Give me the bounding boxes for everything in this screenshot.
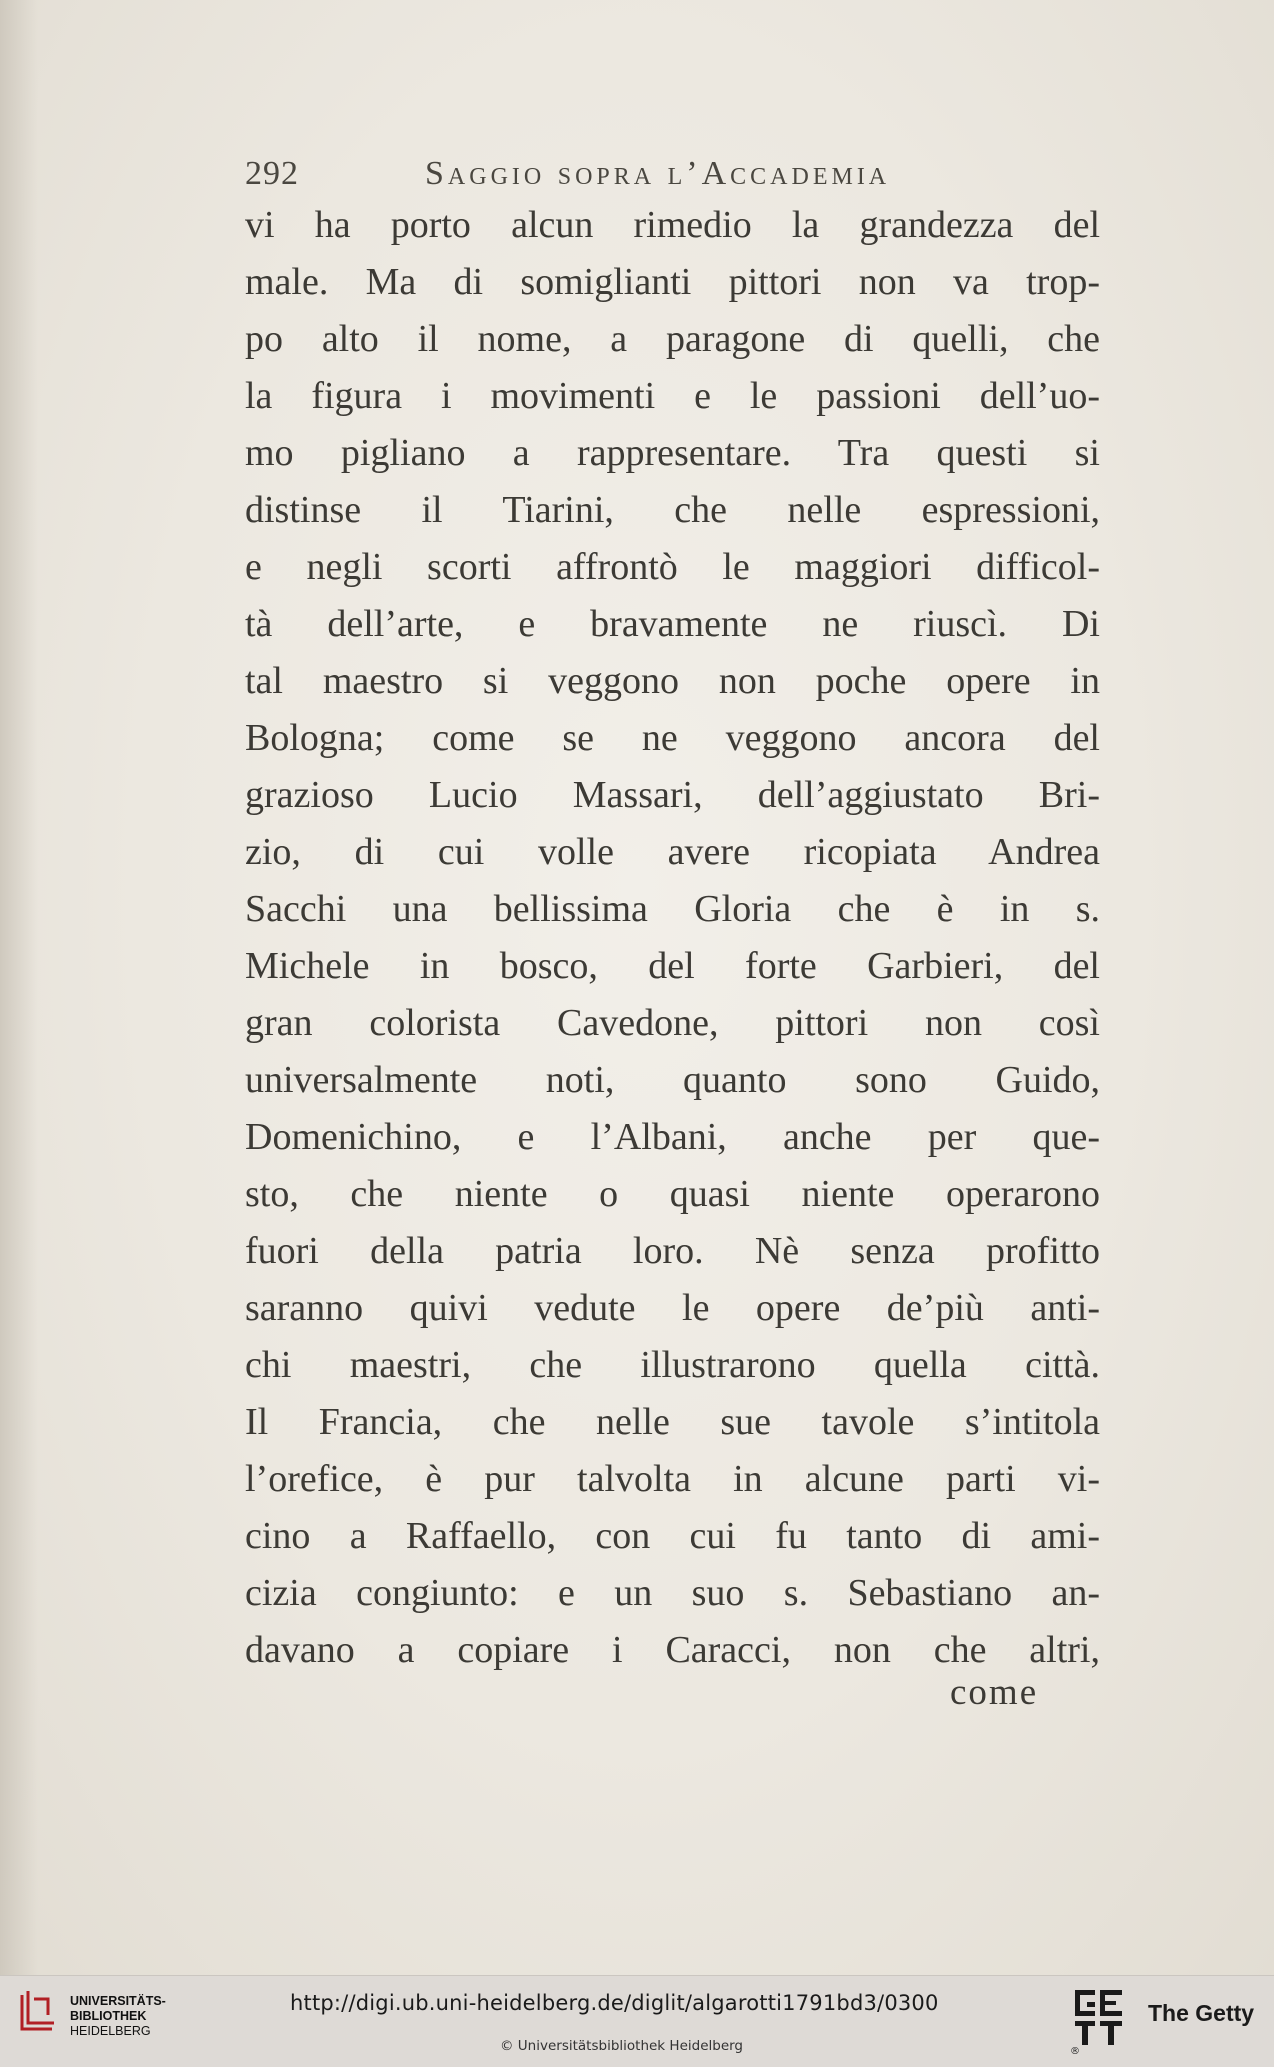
- footer-bar: [0, 1975, 1274, 2067]
- text-line: zio, di cui volle avere ricopiata Andrea: [245, 831, 1100, 873]
- text-line: tà dell’arte, e bravamente ne riuscì. Di: [245, 603, 1100, 645]
- text-line: davano a copiare i Caracci, non che altri,: [245, 1629, 1100, 1671]
- library-name-line: HEIDELBERG: [70, 2024, 151, 2038]
- text-line: saranno quivi vedute le opere de’più anti-: [245, 1287, 1100, 1329]
- text-line: tal maestro si veggono non poche opere in: [245, 660, 1100, 702]
- catchword: come: [950, 1672, 1039, 1713]
- running-title: Saggio sopra l’Accademia: [425, 155, 891, 192]
- text-line: po alto il nome, a paragone di quelli, che: [245, 318, 1100, 360]
- page-header: [245, 155, 1100, 199]
- text-line: distinse il Tiarini, che nelle espressioni,: [245, 489, 1100, 531]
- text-line: Michele in bosco, del forte Garbieri, del: [245, 945, 1100, 987]
- text-line: cino a Raffaello, con cui fu tanto di ami-: [245, 1515, 1100, 1557]
- text-line: mo pigliano a rappresentare. Tra questi si: [245, 432, 1100, 474]
- text-line: Domenichino, e l’Albani, anche per que-: [245, 1116, 1100, 1158]
- text-line: sto, che niente o quasi niente operarono: [245, 1173, 1100, 1215]
- text-line: gran colorista Cavedone, pittori non così: [245, 1002, 1100, 1044]
- text-line: male. Ma di somiglianti pittori non va trop-: [245, 261, 1100, 303]
- library-name-line: BIBLIOTHEK: [70, 2009, 147, 2023]
- text-line: grazioso Lucio Massari, dell’aggiustato Bri-: [245, 774, 1100, 816]
- text-line: vi ha porto alcun rimedio la grandezza del: [245, 204, 1100, 246]
- text-line: fuori della patria loro. Nè senza profitto: [245, 1230, 1100, 1272]
- text-line: l’orefice, è pur talvolta in alcune parti vi-: [245, 1458, 1100, 1500]
- text-line: Sacchi una bellissima Gloria che è in s.: [245, 888, 1100, 930]
- copyright-notice: © Universitätsbibliothek Heidelberg: [500, 2038, 744, 2054]
- body-text: [245, 197, 1100, 1679]
- library-name-line: UNIVERSITÄTS-: [70, 1994, 166, 2008]
- permalink-url[interactable]: http://digi.ub.uni-heidelberg.de/diglit/algarotti1791bd3/0300: [290, 1991, 939, 2015]
- page-number: 292: [245, 155, 299, 192]
- registered-mark: ®: [1070, 2046, 1080, 2057]
- text-line: Il Francia, che nelle sue tavole s’intitola: [245, 1401, 1100, 1443]
- text-line: cizia congiunto: e un suo s. Sebastiano an-: [245, 1572, 1100, 1614]
- text-line: chi maestri, che illustrarono quella città.: [245, 1344, 1100, 1386]
- text-line: Bologna; come se ne veggono ancora del: [245, 717, 1100, 759]
- text-line: e negli scorti affrontò le maggiori difficol-: [245, 546, 1100, 588]
- university-library-name: [70, 1994, 166, 2039]
- getty-label: The Getty: [1148, 2000, 1255, 2026]
- getty-logo-icon[interactable]: [1073, 1988, 1125, 2048]
- university-library-logo-icon[interactable]: [14, 1985, 60, 2035]
- text-line: universalmente noti, quanto sono Guido,: [245, 1059, 1100, 1101]
- text-line: la figura i movimenti e le passioni dell’uo-: [245, 375, 1100, 417]
